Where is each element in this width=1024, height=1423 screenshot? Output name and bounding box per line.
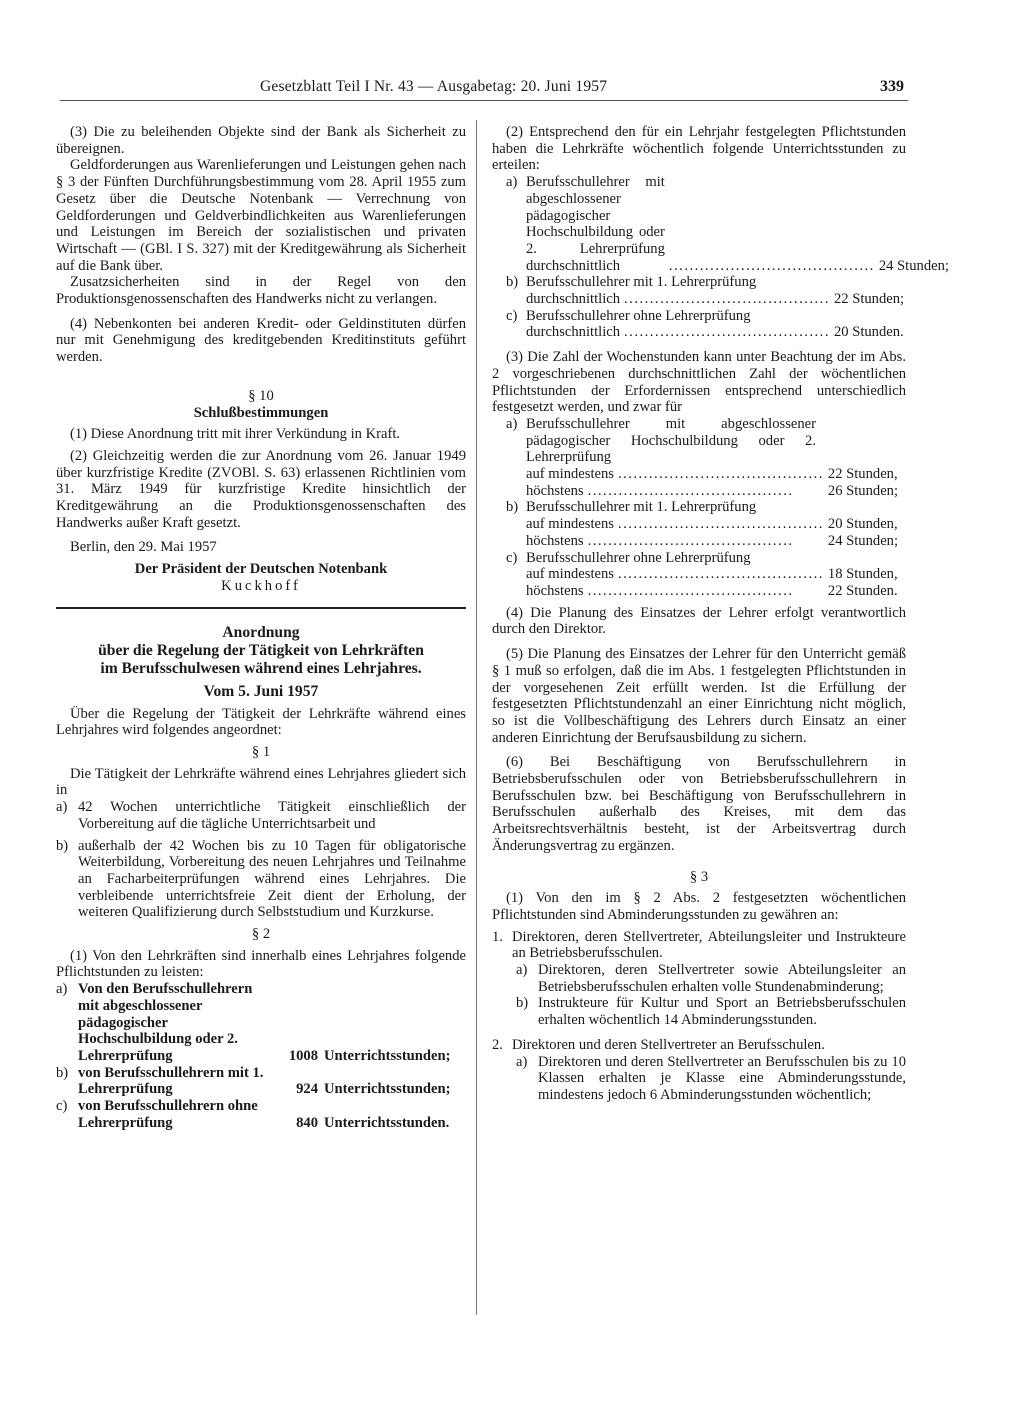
paragraph: Über die Regelung der Tätigkeit der Lehrkräfte während eines Lehrjahres wird folgendes angeordnet: bbox=[56, 705, 466, 739]
hours-row bbox=[56, 981, 466, 1065]
list-item bbox=[56, 838, 466, 922]
hours-unit: Unterrichtsstunden; bbox=[324, 1081, 451, 1098]
place-date: Berlin, den 29. Mai 1957 bbox=[70, 539, 217, 556]
list-item bbox=[506, 308, 906, 341]
list-label: a) bbox=[56, 799, 68, 816]
separator-rule bbox=[56, 607, 466, 609]
section-number: § 1 bbox=[251, 743, 271, 760]
page-number: 339 bbox=[880, 78, 904, 95]
dot-leader: ........................................ bbox=[587, 582, 794, 599]
list-text: 42 Wochen unterrichtliche Tätigkeit einschließlich der Vorbereitung auf die tägliche Unterrichtsarbeit und bbox=[78, 799, 466, 832]
hours-text: von Berufsschullehrern mit 1. Lehrerprüfung bbox=[78, 1064, 264, 1098]
hours-text: von Berufsschullehrern ohne Lehrerprüfung bbox=[78, 1098, 258, 1131]
hours-value: 26 Stunden; bbox=[827, 482, 899, 499]
page-header bbox=[60, 78, 908, 100]
hours-value: 22 Stunden, bbox=[827, 466, 898, 483]
dot-leader: ........................................ bbox=[587, 532, 794, 549]
paragraph: (6) Bei Beschäftigung von Berufsschullehrern in Betriebsberufsschulen oder von Betriebsberufsschullehrern in Berufsschulen bzw. bei Beschäftigung von Berufsschullehrern in Berufsschulen außerhalb des Kreises, mit dem das Arbeitsrechtsverhältnis besteht, ist der Arbeitsvertrag durch Änderungsvertrag zu ergänzen. bbox=[492, 754, 906, 854]
paragraph: Geldforderungen aus Warenlieferungen und Leistungen gehen nach § 3 der Fünften Durchführungsbestimmung vom 28. April 1955 zum Gesetz über die Deutsche Notenbank — Verrechnung von Geldforderungen und Geldverbindlichkeiten aus Warenlieferungen und Leistungen im Bereich der sozialistischen und privaten Wirtschaft — (GBl. I S. 327) mit der Kreditgewährung als Sicherheit auf die Bank über. bbox=[56, 157, 466, 274]
list-text: durchschnittlich bbox=[526, 291, 621, 308]
list-label: b) bbox=[56, 1064, 69, 1081]
list-text: Berufsschullehrer mit abgeschlossener pädagogischer Hochschulbildung oder 2. Lehrerprüfung durchschnittlich bbox=[526, 174, 665, 274]
hours-value: 24 Stunden; bbox=[878, 257, 949, 274]
hours-unit: Unterrichtsstunden. bbox=[324, 1114, 450, 1131]
paragraph: (1) Von den Lehrkräften sind innerhalb eines Lehrjahres folgende Pflichtstunden zu leisten: bbox=[56, 947, 466, 981]
hours-unit: Unterrichtsstunden; bbox=[324, 1047, 451, 1064]
hours-row bbox=[56, 1098, 466, 1131]
hours-value: 22 Stunden. bbox=[827, 582, 898, 599]
ordinance-date: Vom 5. Juni 1957 bbox=[203, 682, 319, 700]
max-label: höchstens bbox=[526, 532, 584, 549]
ordinance-title: Anordnung bbox=[222, 623, 300, 641]
list-label: c) bbox=[56, 1098, 68, 1115]
list-item bbox=[492, 929, 906, 962]
running-title: Gesetzblatt Teil I Nr. 43 — Ausgabetag: 20. Juni 1957 bbox=[260, 78, 608, 95]
list-label: c) bbox=[506, 307, 518, 324]
max-label: höchstens bbox=[526, 482, 584, 499]
dot-leader: ........................................ bbox=[668, 257, 875, 274]
list-text: Instrukteure für Kultur und Sport an Betriebsberufsschulen erhalten wöchentlich 14 Abminderungsstunden. bbox=[538, 995, 906, 1029]
section-number: § 2 bbox=[251, 926, 271, 943]
list-text: Berufsschullehrer mit abgeschlossener pädagogischer Hochschulbildung oder 2. Lehrerprüfung bbox=[526, 415, 816, 466]
hours-value: 24 Stunden; bbox=[827, 532, 899, 549]
list-text: Berufsschullehrer ohne Lehrerprüfung bbox=[526, 307, 751, 324]
list-text: Direktoren und deren Stellvertreter an Berufsschulen bis zu 10 Klassen erhalten je Klasse eine Abminderungsstunde, mindestens jedoch 6 Abminderungsstunden wöchentlich; bbox=[538, 1053, 906, 1103]
list-item bbox=[506, 174, 949, 274]
list-text: Direktoren, deren Stellvertreter, Abteilungsleiter und Instrukteure an Betriebsberufsschulen. bbox=[512, 928, 906, 962]
paragraph: (1) Diese Anordnung tritt mit ihrer Verkündung in Kraft. bbox=[70, 426, 401, 443]
hours-number: 924 bbox=[296, 1081, 318, 1098]
list-text: durchschnittlich bbox=[526, 324, 621, 341]
list-item bbox=[516, 995, 906, 1028]
paragraph: (2) Gleichzeitig werden die zur Anordnung vom 26. Januar 1949 über kurzfristige Kredite (ZVOBl. S. 63) erlassenen Richtlinien vom 31. März 1949 für kurzfristige Kredite hinsichtlich der Kreditgewährung an die Produktionsgenossenschaften des Handwerks außer Kraft gesetzt. bbox=[56, 447, 466, 531]
section-title: Schlußbestimmungen bbox=[193, 404, 329, 421]
list-item bbox=[492, 1037, 906, 1054]
paragraph: (3) Die zu beleihenden Objekte sind der Bank als Sicherheit zu übereignen. bbox=[56, 124, 466, 157]
paragraph: (4) Nebenkonten bei anderen Kredit- oder Geldinstituten dürfen nur mit Genehmigung des kreditgebenden Kreditinstituts geführt werden. bbox=[56, 315, 466, 366]
list-label: a) bbox=[56, 981, 68, 998]
header-rule bbox=[60, 100, 908, 101]
list-label: b) bbox=[56, 837, 69, 854]
list-label: b) bbox=[506, 274, 519, 291]
left-column bbox=[56, 124, 466, 1131]
list-label: c) bbox=[506, 549, 518, 566]
section-number: § 3 bbox=[689, 868, 709, 885]
dot-leader: ........................................ bbox=[587, 482, 794, 499]
list-text: Direktoren, deren Stellvertreter sowie Abteilungsleiter an Betriebsberufsschulen erhalten volle Stundenabminderung; bbox=[538, 962, 906, 995]
ordinance-subtitle: über die Regelung der Tätigkeit von Lehrkräften bbox=[98, 641, 424, 659]
dot-leader: ........................................ bbox=[624, 291, 830, 308]
list-label: a) bbox=[506, 415, 518, 432]
paragraph: (3) Die Zahl der Wochenstunden kann unter Beachtung der im Abs. 2 vorgeschriebenen durchschnittlichen Zahl der wöchentlichen Pflichtstunden der Erfordernissen entsprechend unterschiedlich festgesetzt werden, und zwar für bbox=[492, 349, 906, 416]
hours-row bbox=[56, 1065, 466, 1098]
list-label: a) bbox=[516, 1053, 528, 1070]
paragraph: (5) Die Planung des Einsatzes der Lehrer für den Unterricht gemäß § 1 muß so erfolgen, daß die im Abs. 1 festgelegten Pflichtstunden in der vorgesehenen Zeit erfüllt werden. Ist die Erfüllung der festgesetzten Pflichtstundenzahl an einer Einrichtung nicht möglich, so ist die Vollbeschäftigung des Lehrers durch Einsatz an einer anderen Einrichtung der Berufsausbildung zu sichern. bbox=[492, 646, 906, 746]
dot-leader: ........................................ bbox=[617, 516, 824, 533]
hours-value: 22 Stunden; bbox=[833, 291, 905, 308]
list-item bbox=[506, 416, 906, 500]
list-item bbox=[506, 499, 906, 549]
list-label: a) bbox=[516, 962, 528, 979]
list-label: a) bbox=[506, 174, 518, 191]
hours-number: 840 bbox=[296, 1114, 318, 1131]
list-item bbox=[506, 274, 906, 307]
list-label: b) bbox=[506, 499, 519, 516]
paragraph: Zusatzsicherheiten sind in der Regel von den Produktionsgenossenschaften des Handwerks nicht zu verlangen. bbox=[56, 274, 466, 308]
min-label: auf mindestens bbox=[526, 566, 614, 583]
right-column bbox=[492, 124, 949, 1104]
paragraph: (4) Die Planung des Einsatzes der Lehrer erfolgt verantwortlich durch den Direktor. bbox=[492, 604, 906, 638]
paragraph: Die Tätigkeit der Lehrkräfte während eines Lehrjahres gliedert sich in bbox=[56, 765, 466, 799]
list-text: außerhalb der 42 Wochen bis zu 10 Tagen für obligatorische Weiterbildung, Vorbereitung des neuen Lehrjahres und Teilnahme an Facharbeiterprüfungen während eines Lehrjahres. Die verbleibende unterrichtsfreie Zeit dient der Erholung, der weiteren Qualifizierung durch Selbststudium und Kurzkurse. bbox=[78, 837, 466, 921]
list-item bbox=[516, 962, 906, 995]
min-label: auf mindestens bbox=[526, 466, 614, 483]
dot-leader: ........................................ bbox=[617, 466, 824, 483]
list-label: 1. bbox=[492, 928, 503, 945]
ordinance-subtitle: im Berufsschulwesen während eines Lehrjahres. bbox=[100, 659, 422, 677]
column-divider bbox=[476, 120, 477, 1315]
signer-title: Der Präsident der Deutschen Notenbank bbox=[134, 561, 388, 578]
section-number: § 10 bbox=[248, 387, 274, 404]
list-text: Berufsschullehrer mit 1. Lehrerprüfung bbox=[526, 274, 757, 291]
list-item bbox=[56, 799, 466, 832]
list-text: Direktoren und deren Stellvertreter an Berufsschulen. bbox=[512, 1036, 825, 1053]
hours-value: 20 Stunden. bbox=[833, 324, 904, 341]
paragraph: (1) Von den im § 2 Abs. 2 festgesetzten wöchentlichen Pflichtstunden sind Abminderungsstunden zu gewähren an: bbox=[492, 890, 906, 923]
signer-name: Kuckhoff bbox=[221, 577, 301, 594]
list-text: Berufsschullehrer mit 1. Lehrerprüfung bbox=[526, 499, 757, 516]
max-label: höchstens bbox=[526, 582, 584, 599]
hours-number: 1008 bbox=[288, 1047, 318, 1064]
list-item bbox=[506, 550, 906, 600]
dot-leader: ........................................ bbox=[617, 566, 824, 583]
list-label: 2. bbox=[492, 1036, 503, 1053]
min-label: auf mindestens bbox=[526, 516, 614, 533]
list-label: b) bbox=[516, 995, 529, 1012]
dot-leader: ........................................ bbox=[624, 324, 830, 341]
hours-value: 20 Stunden, bbox=[827, 516, 898, 533]
paragraph: (2) Entsprechend den für ein Lehrjahr festgelegten Pflichtstunden haben die Lehrkräfte wöchentlich folgende Unterrichtsstunden zu erteilen: bbox=[492, 124, 906, 174]
list-text: Berufsschullehrer ohne Lehrerprüfung bbox=[526, 549, 751, 566]
hours-value: 18 Stunden, bbox=[827, 566, 898, 583]
hours-text: Von den Berufsschullehrern mit abgeschlossener pädagogischer Hochschulbildung oder 2. Lehrerprüfung bbox=[78, 981, 253, 1064]
list-item bbox=[516, 1054, 906, 1104]
